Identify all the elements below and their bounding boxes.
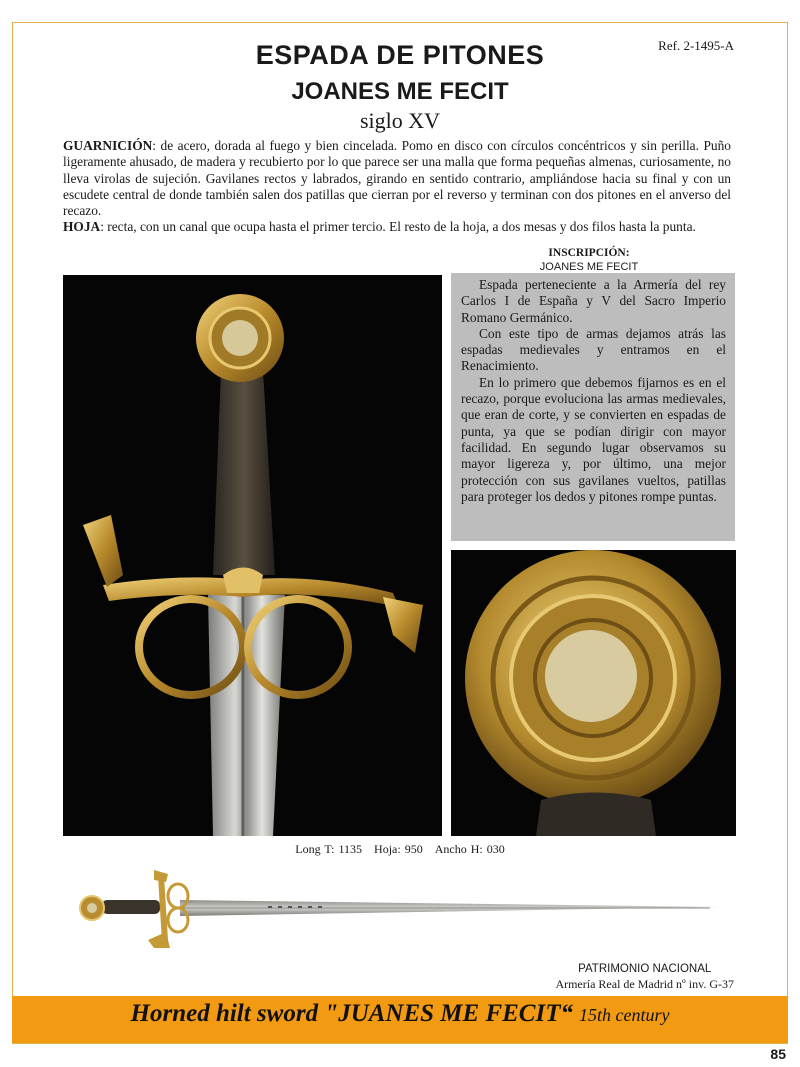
page-number: 85 (770, 1046, 786, 1062)
century-label: siglo XV (359, 108, 441, 133)
inscription-text: JOANES ME FECIT (539, 261, 639, 273)
commentary-box (451, 273, 735, 541)
hoja-label: HOJA (63, 219, 101, 235)
english-title-banner (12, 996, 788, 1043)
guarnicion-label: GUARNICIÓN (63, 138, 153, 153)
commentary-paragraph: Con este tipo de armas dejamos atrás las espadas medievales y entramos en el Renacimiento. (461, 325, 726, 374)
page-title: ESPADA DE PITONES (255, 40, 545, 70)
blade-width: Ancho H: 030 (434, 842, 505, 856)
dimensions-line (0, 842, 800, 857)
blade-length: Hoja: 950 (374, 842, 423, 856)
guarnicion-text: : de acero, dorada al fuego y bien cincelada. Pomo en disco con círculos concéntricos y sin perilla. Puño ligeramente ahusado, de madera y recubierto por lo que parece ser una malla que forma pequeñas almenas, curiosamente, no lleva virolas de sujeción. Gavilanes rectos y labrados, girando en sentido contrario, ampliándose hacia su final y con un escudete central de donde también salen dos patillas que cierran por el reverso y terminan con dos pitones en el anverso del recazo. (63, 138, 731, 219)
total-length: Long T: 1135 (295, 842, 363, 856)
banner-title: Horned hilt sword "JUANES ME FECIT“ (130, 1000, 573, 1027)
banner-century: 15th century (578, 1005, 670, 1025)
full-sword-photo (70, 860, 730, 956)
credit-inventory: Armería Real de Madrid nº inv. G-37 (555, 977, 734, 991)
inscription-label: INSCRIPCIÓN: (548, 247, 630, 259)
page-subtitle: JOANES ME FECIT (291, 78, 509, 105)
guarnicion-paragraph (63, 138, 731, 219)
reference-number: Ref. 2-1495-A (658, 38, 734, 53)
inscription-block (478, 246, 700, 274)
hilt-photo (63, 275, 442, 836)
description-block (63, 138, 731, 236)
commentary-paragraph: Espada perteneciente a la Armería del rey Carlos I de España y V del Sacro Imperio Romano Germánico. (461, 277, 726, 325)
credit-institution: PATRIMONIO NACIONAL (578, 963, 712, 975)
commentary-paragraph: En lo primero que debemos fijarnos es en el recazo, porque evoluciona las armas medievales, que eran de corte, y se convierten en espadas de punta, ya que se podían dirigir con mayor facilidad. En segundo lugar observamos su mayor ligereza y, por último, una mejor protección con sus gavilanes vueltos, patillas para proteger los dedos y pitones rompe puntas. (461, 374, 726, 504)
hoja-paragraph (63, 219, 731, 235)
pommel-photo (451, 550, 736, 836)
credit-block (555, 962, 734, 992)
hoja-text: : recta, con un canal que ocupa hasta el primer tercio. El resto de la hoja, a dos mesas y dos filos hasta la punta. (100, 219, 696, 235)
